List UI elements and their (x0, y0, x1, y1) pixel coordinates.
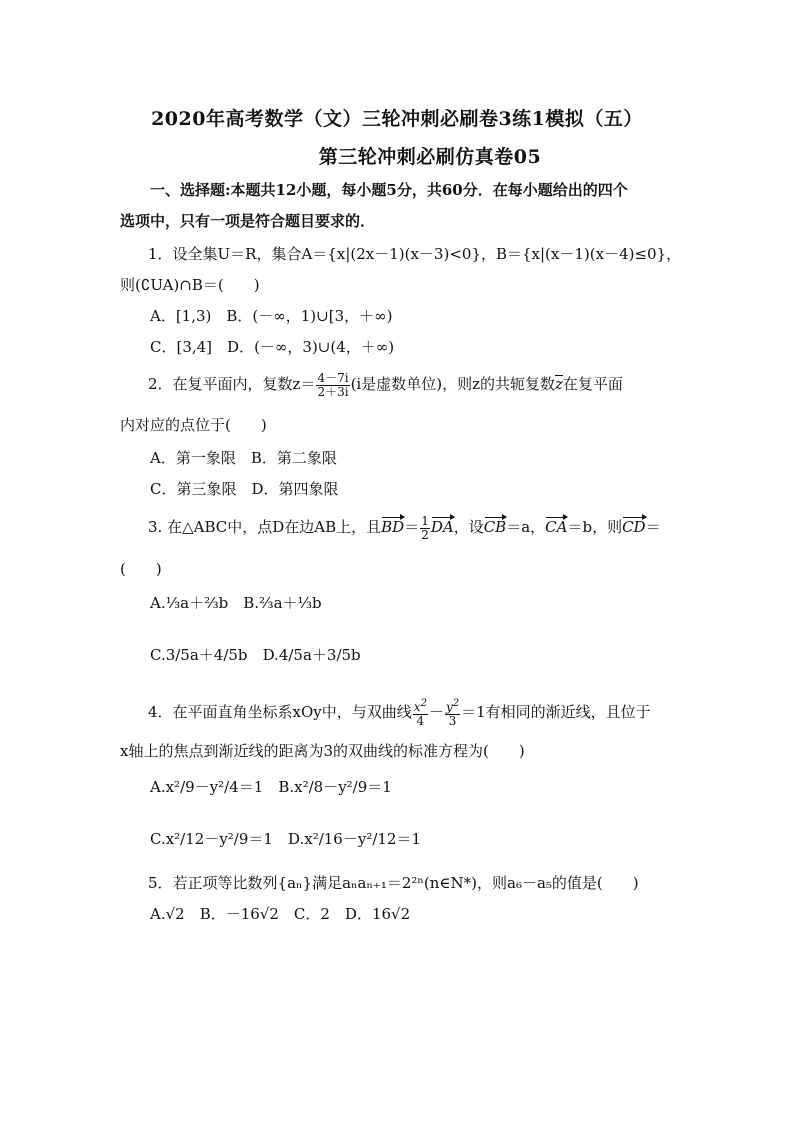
vec-ca: CA (545, 518, 568, 537)
q1-options-cd: C．[3,4] D．(－∞，3)∪(4，＋∞) (150, 338, 395, 356)
q1-stem: 1．设全集U＝R，集合A＝{x|(2x－1)(x－3)<0}，B＝{x|(x－1)(x－4)≤0}， (148, 245, 682, 263)
q3-stem-2: ( ) (120, 560, 162, 578)
q2-stem (148, 372, 623, 398)
q4-frac-x: $\frac{x^2}{4}$ (413, 698, 427, 728)
vec-bd: BD (381, 518, 405, 537)
section-desc: 本题共12小题，每小题5分，共60分．在每小题给出的四个 (230, 181, 628, 199)
section-header (150, 183, 628, 198)
q4-options-cd (150, 832, 421, 847)
q4-option-a: A.x²/9－y²/4＝1 (150, 778, 264, 796)
q2-fraction (316, 372, 349, 398)
q4-mid: ＝1有相同的渐近线，且位于 (461, 703, 651, 722)
section-desc-2: 选项中，只有一项是符合题目要求的． (120, 212, 376, 230)
q3-stem (148, 515, 661, 541)
q3-pre: 3. 在△ABC中，点D在边AB上，且 (148, 518, 382, 537)
q3-half (420, 515, 430, 541)
q3-options-cd (150, 648, 361, 663)
q4-option-d: D.x²/16－y²/12＝1 (287, 830, 422, 848)
vec-cb: CB (483, 518, 507, 537)
q1-options-ab: A．[1,3) B．(－∞，1)∪[3，＋∞) (150, 307, 393, 325)
vec-cd: CD (622, 518, 646, 537)
q5-stem: 5．若正项等比数列{aₙ}满足aₙaₙ₊₁＝2²ⁿ(n∈N*)，则a₆－a₅的值是( ) (148, 874, 639, 892)
q5-options: A.√2 B．－16√2 C．2 D．16√2 (150, 905, 411, 923)
q3-option-c: C.3/5a＋4/5b (150, 646, 248, 664)
q3-tail: ＝ (645, 518, 661, 537)
q3-option-d: D.4/5a＋3/5b (262, 646, 361, 664)
q3-mid: ，设 (453, 518, 484, 537)
q2-frac-num: 4－7i (317, 371, 349, 385)
q2-post: (i是虚数单位)，则z的共轭复数 (350, 375, 555, 394)
q3-option-a: A.⅓a＋⅔b (150, 594, 229, 612)
q4-options-ab (150, 780, 392, 795)
q2-frac-den: 2＋3i (317, 384, 349, 399)
paper-title: 2020年高考数学（文）三轮冲刺必刷卷3练1模拟（五） (151, 108, 643, 130)
q4-stem: 4．在平面直角坐标系xOy中，与双曲线 $\frac{x^2}{4}$ － $\frac{y^2}{3}$ ＝1有相同的渐近线，且位于 (148, 698, 651, 728)
q2-stem-2: 内对应的点位于( ) (120, 416, 267, 434)
vec-da: DA (430, 518, 454, 537)
q4-pre: 4．在平面直角坐标系xOy中，与双曲线 (148, 703, 412, 722)
q3-eqb: ＝b，则 (567, 518, 623, 537)
q1-stem-2: 则(∁UA)∩B＝( ) (120, 276, 260, 294)
q2-pre: 2．在复平面内，复数z＝ (148, 375, 316, 394)
q2-post2: 在复平面 (562, 375, 623, 394)
q3-eq: ＝ (404, 518, 420, 537)
q3-eqa: ＝a， (506, 518, 546, 537)
q3-option-b: B.⅔a＋⅓b (243, 594, 322, 612)
q3-half-num: 1 (421, 514, 429, 528)
q3-options-ab (150, 596, 322, 611)
q4-frac-y: $\frac{y^2}{3}$ (445, 698, 460, 728)
q3-half-den: 2 (421, 527, 429, 542)
q4-stem-2: x轴上的焦点到渐近线的距离为3的双曲线的标准方程为( ) (120, 742, 525, 760)
paper-subtitle: 第三轮冲刺必刷仿真卷05 (318, 146, 542, 168)
q2-options-ab: A．第一象限 B．第二象限 (150, 449, 337, 467)
q4-option-c: C.x²/12－y²/9＝1 (150, 830, 273, 848)
q4-option-b: B.x²/8－y²/9＝1 (278, 778, 392, 796)
section-lead: 一、选择题: (150, 181, 231, 199)
q2-zbar: z (554, 375, 563, 394)
q2-options-cd: C．第三象限 D．第四象限 (150, 480, 339, 498)
